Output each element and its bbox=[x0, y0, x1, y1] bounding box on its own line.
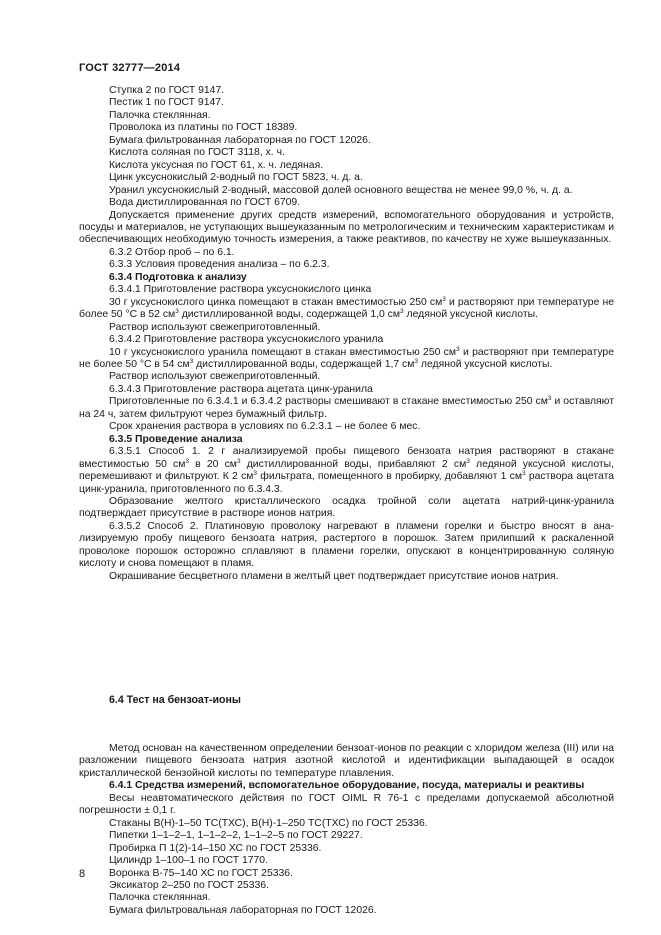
method-1-paragraph: 6.3.5.1 Способ 1. 2 г анализируемой пробы пищевого бензоата натрия растворяют в стакане вместимостью 50 $см^3$ в 20 $см^3$ дистиллированной воды, прибавляют 2 $см^3$ ледяной уксусной кислоты, перемешивают и фильтруют. К 2 $см^3$ фильтрата, помещенного в пробирку, добавляют 1 $см^3$ раствора ацетата цинк-уранила, приготовленного по 6.3.4.3. bbox=[79, 446, 614, 495]
list-item: Пестик 1 по ГОСТ 9147. bbox=[109, 97, 224, 109]
list-item: Уранил уксуснокислый 2-водный, массовой долей основного вещества не менее 99,0 %, ч. д. а. bbox=[109, 184, 573, 196]
list-item: Эксикатор 2–250 по ГОСТ 25336. bbox=[109, 879, 269, 891]
flame-paragraph: Окрашивание бесцветного пламени в желтый цвет подтверждает присутствие ионов натрия. bbox=[109, 570, 559, 582]
zinc-acetate-preparation: 30 г уксуснокислого цинка помещают в стакан вместимостью 250 $см^3$ и растворяют при температуре не более 50 °С в 52 $см^3$ дистиллированной воды, содержащей 1,0 $см^3$ ледяной уксусной кислоты. bbox=[79, 295, 614, 321]
section-6-4-heading: 6.4 Тест на бензоат-ионы bbox=[109, 694, 241, 706]
list-item: Вода дистиллированная по ГОСТ 6709. bbox=[109, 197, 301, 209]
list-item: Пробирка П 1(2)-14–150 ХС по ГОСТ 25336. bbox=[109, 842, 322, 854]
method-description-paragraph: Метод основан на качественном определении бензоат-ионов по реакции с хлоридом железа (III) или на разложении пищевого бензоата натрия азотной кислотой и идентификации выпадающей в осадок кристаллической бензойной кислоты по температуре плавления. bbox=[79, 743, 614, 779]
list-item: Бумага фильтровальная лабораторная по ГОСТ 12026. bbox=[109, 904, 377, 916]
section-6-3-3: 6.3.3 Условия проведения анализа – по 6.2.3. bbox=[109, 259, 330, 271]
list-item: Воронка В-75–140 ХС по ГОСТ 25336. bbox=[109, 867, 293, 879]
list-item: Цилиндр 1–100–1 по ГОСТ 1770. bbox=[109, 855, 268, 867]
section-6-4-1-heading: 6.4.1 Средства измерений, вспомогательное оборудование, посуда, материалы и реактивы bbox=[109, 780, 585, 792]
allowed-substitutes-paragraph: Допускается применение других средств измерений, вспомогательного оборудования и устройств, посуды и материалов, не уступающих вышеуказанным по метрологическим и техническим характеристикам и обеспечивающих необходимую точность измерения, а также реактивов, по качеству не хуже вышеуказанных. bbox=[79, 209, 614, 246]
section-6-3-4-heading: 6.3.4 Подготовка к анализу bbox=[109, 271, 247, 283]
list-item: Проволока из платины по ГОСТ 18389. bbox=[109, 122, 298, 134]
list-item: Бумага фильтрованная лабораторная по ГОСТ 12026. bbox=[109, 134, 371, 146]
section-6-3-5-heading: 6.3.5 Проведение анализа bbox=[109, 433, 243, 445]
fresh-solution-note: Раствор используют свежеприготовленный. bbox=[109, 371, 321, 383]
list-item: Кислота соляная по ГОСТ 3118, х. ч. bbox=[109, 147, 285, 159]
storage-paragraph: Срок хранения раствора в условиях по 6.2.3.1 – не более 6 мес. bbox=[109, 421, 421, 433]
method-2-paragraph: 6.3.5.2 Способ 2. Платиновую проволоку нагревают в пламени горелки и быстро вносят в анализируемую пробу пищевого бензоата натрия, растертого в порошок. Затем прилипший к раскаленной проволоке порошок осторожно сплавляют в пламени горелки, опускают в концентрированную соляную кислоту и снова помещают в пламя. bbox=[79, 520, 614, 570]
list-item: Стаканы В(Н)-1–50 ТС(ТХС), В(Н)-1–250 ТС(ТХС) по ГОСТ 25336. bbox=[109, 817, 428, 829]
list-item: Кислота уксусная по ГОСТ 61, х. ч. ледяная. bbox=[109, 159, 324, 171]
page-number: 8 bbox=[79, 868, 86, 880]
scales-paragraph: Весы неавтоматического действия по ГОСТ OIML R 76-1 с пределами допускаемой абсолютной погрешности ± 0,1 г. bbox=[79, 792, 614, 817]
section-6-3-4-3: 6.3.4.3 Приготовление раствора ацетата цинк-уранила bbox=[109, 383, 373, 395]
list-item: Палочка стеклянная. bbox=[109, 892, 211, 904]
uranyl-acetate-preparation: 10 г уксуснокислого уранила помещают в стакан вместимостью 250 $см^3$ и растворяют при температуре не более 50 °С в 54 $см^3$ дистиллированной воды, содержащей 1,7 $см^3$ ледяной уксусной кислоты. bbox=[79, 345, 614, 370]
fresh-solution-note: Раствор используют свежеприготовленный. bbox=[109, 321, 321, 333]
section-6-3-4-2: 6.3.4.2 Приготовление раствора уксуснокислого уранила bbox=[109, 334, 384, 346]
list-item: Палочка стеклянная. bbox=[109, 109, 211, 121]
section-6-4-body bbox=[79, 743, 614, 917]
section-6-3-2: 6.3.2 Отбор проб – по 6.1. bbox=[109, 246, 235, 258]
section-6-3-body bbox=[79, 85, 614, 583]
section-6-3-4-1: 6.3.4.1 Приготовление раствора уксуснокислого цинка bbox=[109, 284, 372, 296]
mixing-paragraph: Приготовленные по 6.3.4.1 и 6.3.4.2 растворы смешивают в стакане вместимостью 250 $см^3$ и оставляют на 24 ч, затем фильтруют через бумажный фильтр. bbox=[79, 395, 614, 420]
list-item: Цинк уксуснокислый 2-водный по ГОСТ 5823, ч. д. а. bbox=[109, 172, 363, 184]
document-header: ГОСТ 32777—2014 bbox=[79, 62, 181, 74]
list-item: Пипетки 1–1–2–1, 1–1–2–2, 1–1–2–5 по ГОСТ 29227. bbox=[109, 830, 363, 842]
precipitate-paragraph: Образование желтого кристаллического осадка тройной соли ацетата натрий-цинк-уранила подтверждает присутствие в растворе ионов натрия. bbox=[79, 495, 614, 520]
list-item: Ступка 2 по ГОСТ 9147. bbox=[109, 85, 225, 96]
